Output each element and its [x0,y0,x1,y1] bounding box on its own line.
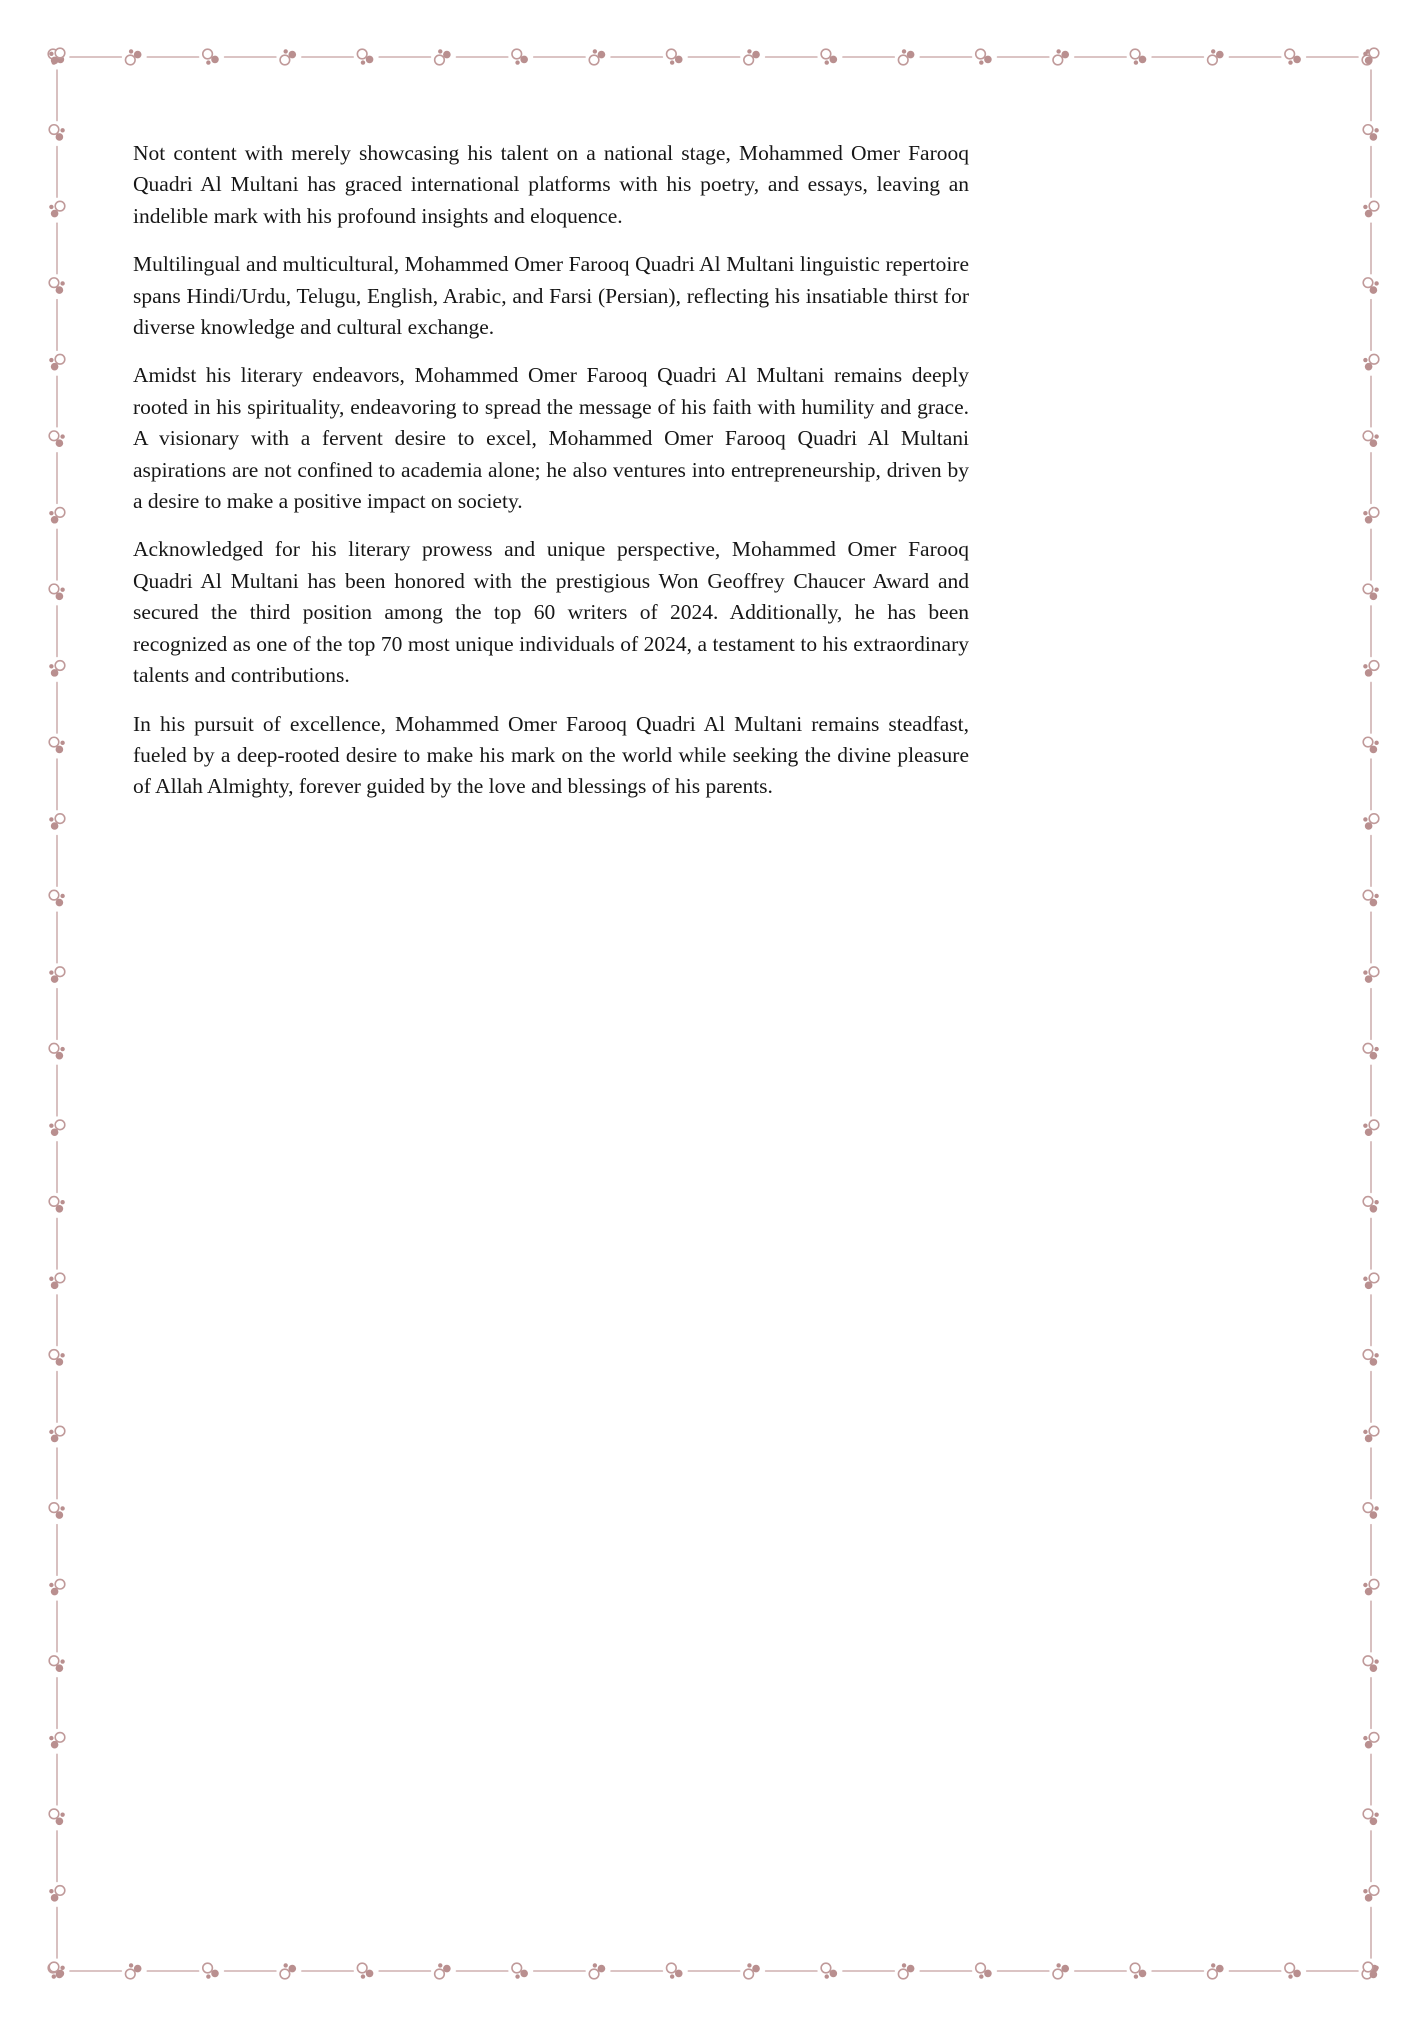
paragraph-international-platforms: Not content with merely showcasing his talent on a national stage, Mohammed Omer Farooq Quadri Al Multani has graced international platforms with his poetry, and essays, leaving an indelible mark with his profound insights and eloquence. [133,141,969,228]
paragraph-multilingual: Multilingual and multicultural, Mohammed Omer Farooq Quadri Al Multani linguistic repertoire spans Hindi/Urdu, Telugu, English, Arabic, and Farsi (Persian), reflecting his insatiable thirst for diverse knowledge and cultural exchange. [133,252,969,340]
paragraph-spirituality: Amidst his literary endeavors, Mohammed Omer Farooq Quadri Al Multani remains deeply rooted in his spirituality, endeavoring to spread the message of his faith with humility and grace. A visionary with a fervent desire to excel, Mohammed Omer Farooq Quadri Al Multani aspirations are not confined to academia alone; he also ventures into entrepreneurship, driven by a desire to make a positive impact on society. [133,363,969,514]
document-text [133,138,969,803]
paragraph-pursuit-of-excellence: In his pursuit of excellence, Mohammed Omer Farooq Quadri Al Multani remains steadfast, fueled by a deep-rooted desire to make his mark on the world while seeking the divine pleasure of Allah Almighty, forever guided by the love and blessings of his parents. [133,711,969,799]
paragraph-awards: Acknowledged for his literary prowess and unique perspective, Mohammed Omer Farooq Quadri Al Multani has been honored with the prestigious Won Geoffrey Chaucer Award and secured the third position among the top 60 writers of 2024. Additionally, he has been recognized as one of the top 70 most unique individuals of 2024, a testament to his extraordinary talents and contributions. [133,537,969,688]
